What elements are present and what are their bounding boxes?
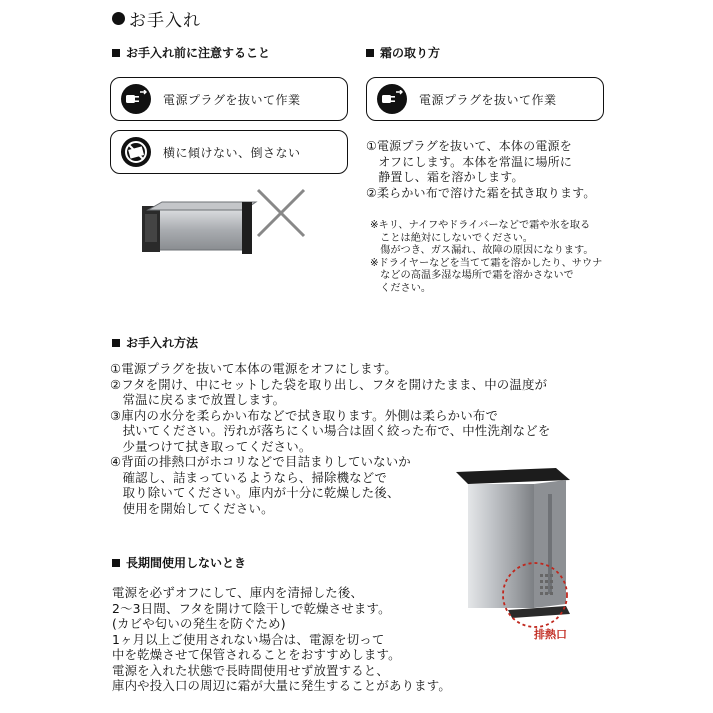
frost-unplug-notice <box>366 77 604 121</box>
unplug-icon <box>121 84 151 114</box>
method-heading: お手入れ方法 <box>112 334 198 351</box>
unplug-icon <box>377 84 407 114</box>
heading-square <box>112 339 120 347</box>
bullet-dot <box>112 12 125 25</box>
frost-steps: ①電源プラグを抜いて、本体の電源を オフにします。本体を常温に場所に 静置し、霜を溶かします。 ②柔らかい布で溶けた霜を拭き取ります。 <box>366 139 596 200</box>
cross-mark-icon <box>254 186 308 244</box>
no-tilt-notice <box>110 130 348 174</box>
precaution-heading: お手入れ前に注意すること <box>112 44 270 61</box>
page-title <box>112 6 201 31</box>
vent-label: 排熱口 <box>534 628 567 641</box>
heading-square <box>366 49 374 57</box>
unplug-notice <box>110 77 348 121</box>
page-title-text: お手入れ <box>129 11 201 31</box>
method-steps: ①電源プラグを抜いて本体の電源をオフにします。 ②フタを開け、中にセットした袋を取り出し、フタを開けたまま、中の温度が 常温に戻るまで放置します。 ③庫内の水分を柔らかい布などで拭き取ります。外側は柔らかい布で 拭いてください。汚れが落ちにくい場合は固く絞った布で、中性洗剤などを 少量つけて拭き取ってください。 ④背面の排熱口がホコリなどで目詰まりしていないか 確認し、詰まっているようなら、掃除機などで 取り除いてください。庫内が十分に乾燥した後、 使用を開始してください。 <box>110 361 551 516</box>
vent-highlight-circle <box>500 560 570 634</box>
long-term-heading: 長期間使用しないとき <box>112 554 246 571</box>
long-term-body: 電源を必ずオフにして、庫内を清掃した後、 2～3日間、フタを開けて陰干しで乾燥させます。 (カビや匂いの発生を防ぐため) 1ヶ月以上ご使用されない場合は、電源を切って 中を乾燥させて保管されることをおすすめします。 電源を入れた状態で長時間使用せず放置すると、 庫内や投入口の周辺に霜が大量に発生することがあります。 <box>112 585 451 693</box>
frost-notes: ※キリ、ナイフやドライバーなどで霜や氷を取る ことは絶対にしないでください。 傷がつき、ガス漏れ、故障の原因になります。 ※ドライヤーなどを当てて霜を溶かしたり、サウナ などの高温多湿な場所で霜を溶かさないで ください。 <box>370 220 603 294</box>
unplug-label: 電源プラグを抜いて作業 <box>163 92 301 107</box>
no-tilt-icon <box>121 137 151 167</box>
no-tilt-label: 横に傾けない、倒さない <box>163 145 301 160</box>
frost-unplug-label: 電源プラグを抜いて作業 <box>419 92 557 107</box>
heading-square <box>112 49 120 57</box>
heading-square <box>112 559 120 567</box>
frost-heading: 霜の取り方 <box>366 44 440 61</box>
